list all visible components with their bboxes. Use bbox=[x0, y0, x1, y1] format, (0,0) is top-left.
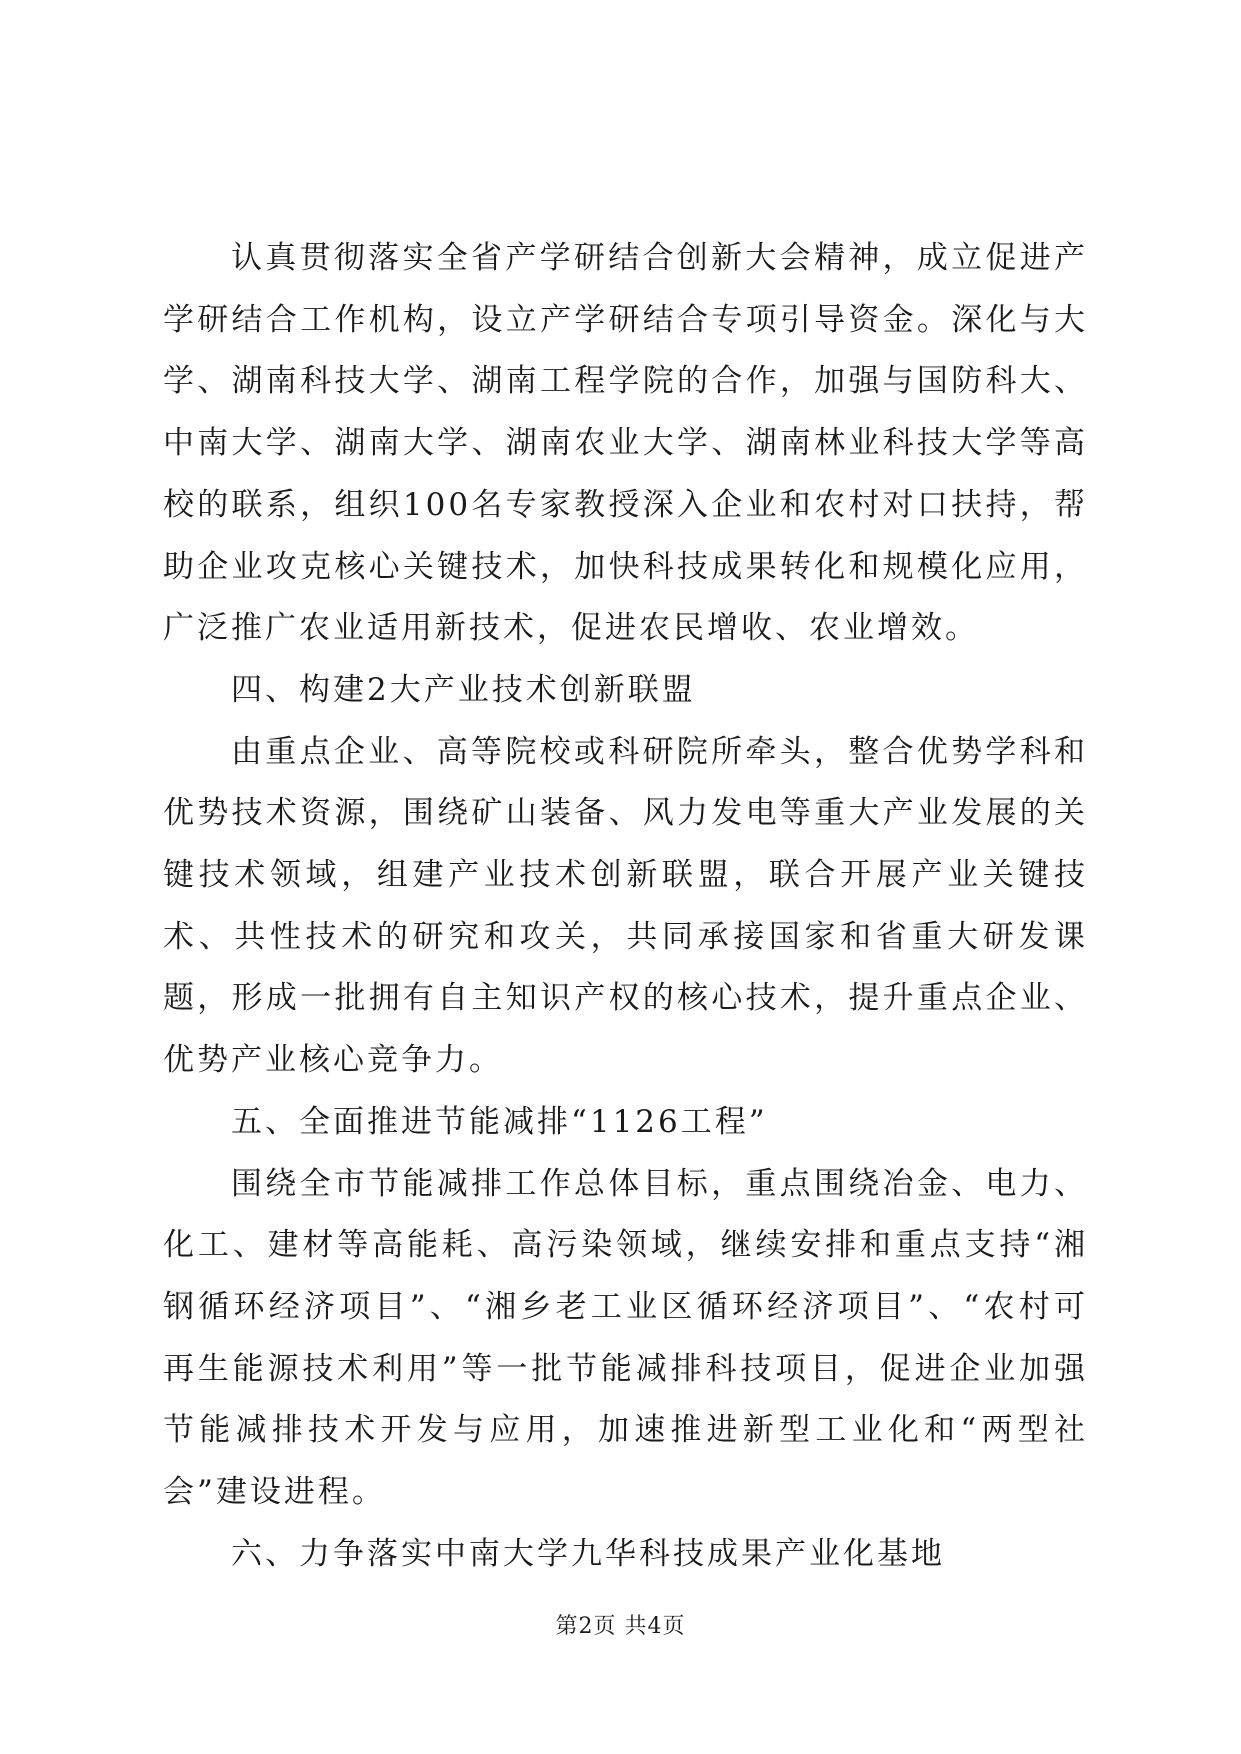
document-body bbox=[163, 228, 1088, 1585]
paragraph-energy-saving: 围绕全市节能减排工作总体目标，重点围绕冶金、电力、化工、建材等高能耗、高污染领域，继续安排和重点支持“湘钢循环经济项目”、“湘乡老工业区循环经济项目”、“农村可再生能源技术利用”等一批节能减排科技项目，促进企业加强节能减排技术开发与应用，加速推进新型工业化和“两型社会”建设进程。 bbox=[163, 1165, 1088, 1511]
paragraph-industry-academia: 认真贯彻落实全省产学研结合创新大会精神，成立促进产学研结合工作机构，设立产学研结合专项引导资金。深化与大学、湖南科技大学、湖南工程学院的合作，加强与国防科大、中南大学、湖南大学、湖南农业大学、湖南林业科技大学等高校的联系，组织100名专家教授深入企业和农村对口扶持，帮助企业攻克核心关键技术，加快科技成果转化和规模化应用，广泛推广农业适用新技术，促进农民增收、农业增效。 bbox=[163, 240, 1088, 647]
section-heading-4: 四、构建2大产业技术创新联盟 bbox=[231, 671, 696, 708]
paragraph-innovation-alliance: 由重点企业、高等院校或科研院所牵头，整合优势学科和优势技术资源，围绕矿山装备、风力发电等重大产业发展的关键技术领域，组建产业技术创新联盟，联合开展产业关键技术、共性技术的研究和攻关，共同承接国家和省重大研发课题，形成一批拥有自主知识产权的核心技术，提升重点企业、优势产业核心竞争力。 bbox=[163, 733, 1088, 1079]
section-heading-6: 六、力争落实中南大学九华科技成果产业化基地 bbox=[231, 1535, 945, 1572]
section-heading-5: 五、全面推进节能减排“1126工程” bbox=[231, 1103, 768, 1140]
page-number-footer: 第2页 共4页 bbox=[555, 1614, 686, 1639]
